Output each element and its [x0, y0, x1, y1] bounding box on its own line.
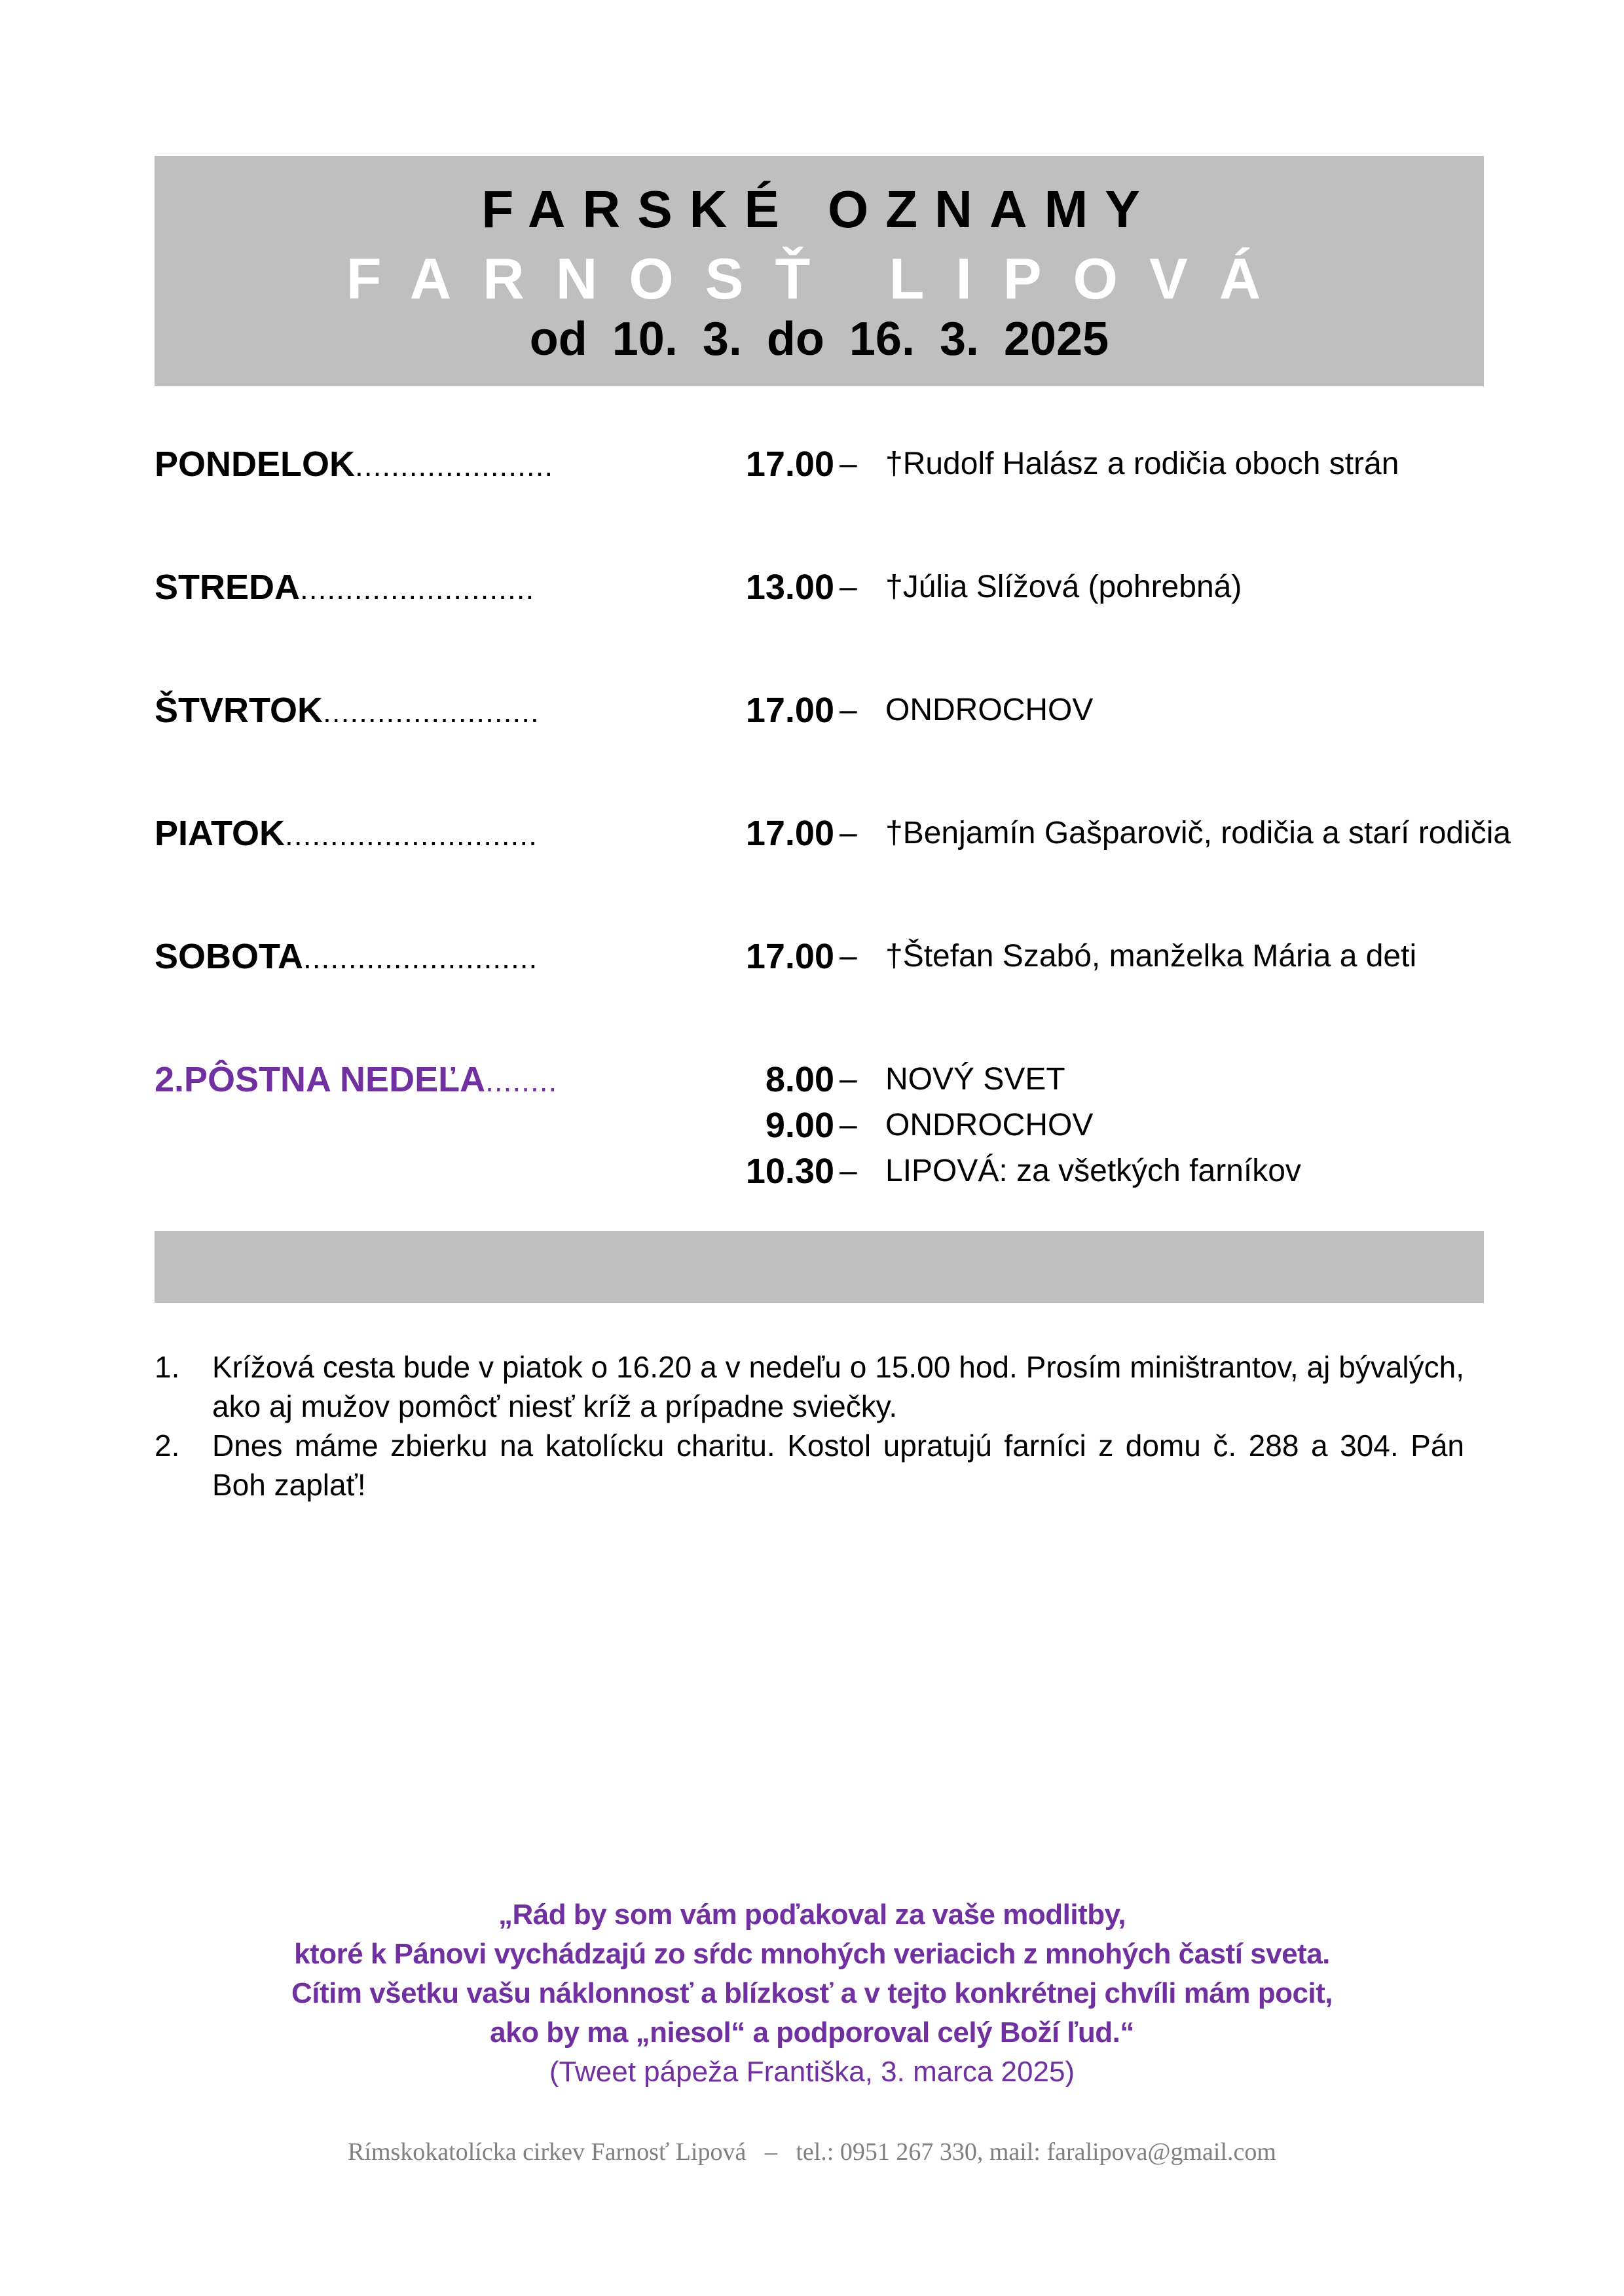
intention: NOVÝ SVET — [885, 1062, 1065, 1097]
schedule-row-monday — [155, 441, 1490, 487]
mass-time: 13.00 — [745, 568, 834, 607]
mass-time: 10.30 — [745, 1152, 834, 1191]
leader-dots: ...................... — [355, 448, 554, 483]
dash: – — [840, 939, 857, 974]
mass-time: 17.00 — [745, 937, 834, 976]
footer-contact: Rímskokatolícka cirkev Farnosť Lipová – tel.: 0951 267 330, mail: faralipova@gmail.com — [348, 2138, 1276, 2166]
day-label — [155, 811, 574, 858]
intention: †Júlia Slížová (pohrebná) — [885, 570, 1242, 604]
intention: †Benjamín Gašparovič, rodičia a starí rodičia — [885, 816, 1511, 850]
schedule-row-sunday-1 — [155, 1057, 1490, 1102]
leader-dots: .......................... — [303, 941, 538, 975]
day-label — [155, 934, 574, 981]
separator-bar — [155, 1231, 1484, 1303]
title: FARSKÉ OZNAMY — [481, 180, 1157, 238]
leader-dots: ........ — [485, 1064, 558, 1098]
day-label — [155, 564, 574, 611]
dash: – — [840, 693, 857, 727]
leader-dots: .......................... — [300, 572, 535, 606]
quote-block — [157, 1895, 1467, 2092]
dash: – — [840, 816, 857, 850]
item-text: Krížová cesta bude v piatok o 16.20 a v nedeľu o 15.00 hod. Prosím miništrantov, aj bývalých, ako aj mužov pomôcť niesť kríž a prípadne sviečky. — [212, 1350, 1464, 1423]
quote-line: ako by ma „niesol“ a podporoval celý Boží ľud.“ — [490, 2016, 1134, 2049]
mass-time: 17.00 — [745, 814, 834, 853]
mass-time: 17.00 — [745, 445, 834, 484]
intention: ONDROCHOV — [885, 1108, 1094, 1142]
mass-time: 17.00 — [745, 691, 834, 730]
item-number: 1. — [155, 1350, 180, 1384]
day-name: SOBOTA — [155, 937, 303, 976]
schedule-row-sunday-3 — [155, 1148, 1490, 1194]
intention: †Rudolf Halász a rodičia oboch strán — [885, 446, 1399, 481]
day-label — [155, 1057, 574, 1104]
header-box — [155, 156, 1484, 386]
intention: ONDROCHOV — [885, 693, 1094, 727]
leader-dots: ........................ — [323, 695, 540, 729]
intention: †Štefan Szabó, manželka Mária a deti — [885, 939, 1417, 974]
schedule-row-wednesday — [155, 564, 1490, 610]
quote-source: (Tweet pápeža Františka, 3. marca 2025) — [549, 2056, 1075, 2088]
day-name: 2.PÔSTNA NEDEĽA — [155, 1060, 486, 1099]
day-name: STREDA — [155, 568, 301, 607]
parish-name: FARNOSŤ LIPOVÁ — [346, 246, 1293, 311]
day-name: ŠTVRTOK — [155, 691, 323, 730]
schedule-row-saturday — [155, 934, 1490, 979]
schedule-row-sunday-2 — [155, 1102, 1490, 1148]
mass-time: 8.00 — [765, 1060, 834, 1099]
announcement-item — [155, 1426, 1464, 1504]
day-label — [155, 687, 574, 735]
schedule-row-friday — [155, 811, 1511, 856]
announcement-item — [155, 1347, 1464, 1426]
dash: – — [840, 446, 857, 481]
dash: – — [840, 1154, 857, 1188]
day-name: PIATOK — [155, 814, 286, 853]
mass-time: 9.00 — [765, 1106, 834, 1145]
quote-line: „Rád by som vám poďakoval za vaše modlitby, — [498, 1899, 1126, 1931]
date-range: od 10. 3. do 16. 3. 2025 — [529, 313, 1109, 365]
dash: – — [840, 1062, 857, 1097]
dash: – — [840, 570, 857, 604]
day-label — [155, 441, 574, 488]
quote-line: ktoré k Pánovi vychádzajú zo sŕdc mnohých veriacich z mnohých častí sveta. — [294, 1938, 1330, 1970]
quote-line: Cítim všetku vašu náklonnosť a blízkosť a v tejto konkrétnej chvíli mám pocit, — [291, 1977, 1333, 2009]
dash: – — [840, 1108, 857, 1142]
schedule-row-thursday — [155, 687, 1490, 733]
item-text: Dnes máme zbierku na katolícku charitu. Kostol upratujú farníci z domu č. 288 a 304. Pán Boh zaplať! — [212, 1429, 1464, 1502]
item-number: 2. — [155, 1429, 180, 1463]
day-name: PONDELOK — [155, 445, 356, 484]
announcements — [155, 1347, 1464, 1504]
leader-dots: ............................ — [285, 818, 538, 852]
intention: LIPOVÁ: za všetkých farníkov — [885, 1154, 1301, 1188]
